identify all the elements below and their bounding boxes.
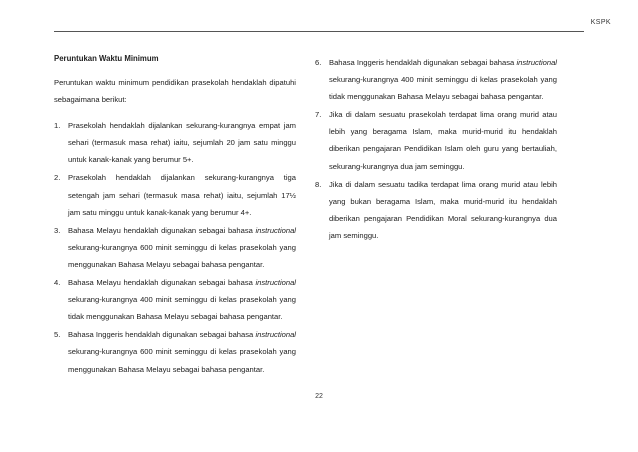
header-divider <box>54 31 584 32</box>
page-number: 22 <box>315 393 323 400</box>
list-item <box>54 117 296 168</box>
right-column <box>315 54 557 245</box>
list-item-number: 8. <box>315 179 322 189</box>
list-item-emphasis: instructional <box>255 330 296 340</box>
list-item <box>315 54 557 105</box>
list-item-text: Jika di dalam sesuatu prasekolah terdapat lima orang murid atau lebih yang beragama Islam, maka murid-murid itu hendaklah diberikan pengajaran Pendidikan Islam oleh guru yang bertauliah, sekurang-kurangnya dua jam seminggu. <box>329 110 557 171</box>
list-item-text <box>68 274 296 325</box>
requirements-list-right <box>315 54 557 244</box>
list-item-text-end: sekurang-kurangnya 600 minit seminggu di kelas prasekolah yang menggunakan Bahasa Melayu sebagai bahasa pengantar. <box>68 347 296 374</box>
list-item-text-end: sekurang-kurangnya 400 minit seminggu di kelas prasekolah yang tidak menggunakan Bahasa Melayu sebagai bahasa pengantar. <box>68 295 296 322</box>
list-item <box>315 106 557 174</box>
left-column <box>54 52 296 379</box>
list-item-text <box>68 326 296 377</box>
list-item-text-start: Bahasa Inggeris hendaklah digunakan sebagai bahasa <box>329 58 517 67</box>
section-intro: Peruntukan waktu minimum pendidikan prasekolah hendaklah dipatuhi sebagaimana berikut: <box>54 78 296 105</box>
list-item-number: 4. <box>54 278 61 288</box>
list-item-text-end: sekurang-kurangnya 400 minit seminggu di kelas prasekolah yang tidak menggunakan Bahasa Melayu sebagai bahasa pengantar. <box>329 75 557 102</box>
section-title: Peruntukan Waktu Minimum <box>54 54 159 63</box>
list-item-text: Prasekolah hendaklah dijalankan sekurang-kurangnya empat jam sehari (termasuk masa rehat) iaitu, sejumlah 20 jam satu minggu untuk kanak-kanak yang berumur 5+. <box>68 121 296 165</box>
list-item-number: 5. <box>54 330 61 340</box>
requirements-list-left <box>54 117 296 377</box>
list-item <box>54 274 296 325</box>
list-item <box>315 176 557 244</box>
list-item-text-end: sekurang-kurangnya 600 minit seminggu di kelas prasekolah yang menggunakan Bahasa Melayu sebagai bahasa pengantar. <box>68 242 296 269</box>
list-item-number: 6. <box>315 58 322 67</box>
document-header-tag: KSPK <box>590 19 611 26</box>
list-item-text <box>329 54 557 105</box>
list-item-text: Prasekolah hendaklah dijalankan sekurang-kurangnya tiga setengah jam sehari (termasuk masa rehat) iaitu, sejumlah 17½ jam satu minggu untuk kanak-kanak yang berumur 4+. <box>68 173 296 217</box>
list-item-text <box>68 222 296 273</box>
list-item-number: 7. <box>315 110 322 120</box>
list-item <box>54 169 296 220</box>
list-item-text-start: Bahasa Melayu hendaklah digunakan sebagai bahasa <box>68 278 256 288</box>
list-item-emphasis: instructional <box>255 278 296 288</box>
list-item-text-start: Bahasa Melayu hendaklah digunakan sebagai bahasa <box>68 225 256 235</box>
list-item-number: 1. <box>54 121 61 131</box>
list-item-emphasis: instructional <box>516 58 557 67</box>
list-item-number: 2. <box>54 173 61 183</box>
list-item-text: Jika di dalam sesuatu tadika terdapat lima orang murid atau lebih yang bukan beragama Islam, maka murid-murid itu hendaklah diberikan pengajaran Pendidikan Moral sekurang-kurangnya dua jam seminggu. <box>329 179 557 240</box>
list-item <box>54 326 296 377</box>
list-item-emphasis: instructional <box>255 225 296 235</box>
list-item-number: 3. <box>54 225 61 235</box>
list-item-text-start: Bahasa Inggeris hendaklah digunakan sebagai bahasa <box>68 330 256 340</box>
list-item <box>54 222 296 273</box>
